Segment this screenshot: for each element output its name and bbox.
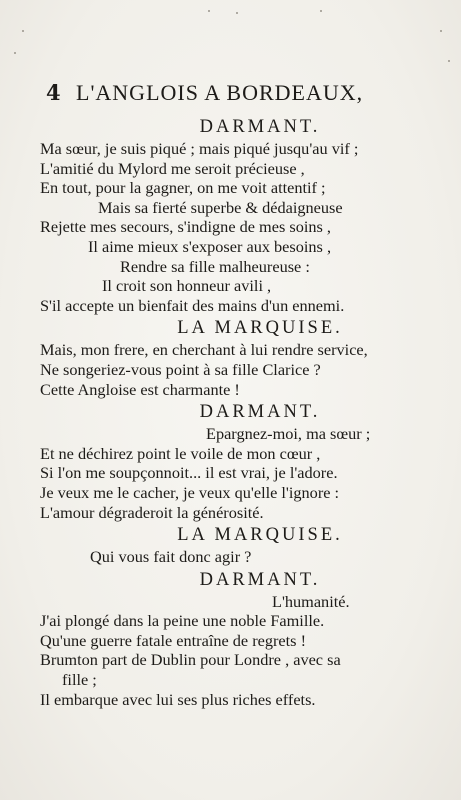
verse-line: Rendre sa fille malheureuse :	[120, 256, 310, 276]
verse-line: Qu'une guerre fatale entraîne de regrets !	[40, 630, 307, 650]
verse-line: Il croit son honneur avili ,	[102, 276, 272, 296]
paper-speck	[208, 10, 210, 12]
verse-line: Qui vous fait donc agir ?	[90, 547, 252, 567]
speaker-name: DARMANT.	[199, 569, 321, 590]
speaker-name: DARMANT.	[199, 117, 321, 137]
play-text	[40, 114, 450, 709]
verse-line: Brumton part de Dublin pour Londre , avec sa	[40, 650, 341, 670]
verse-line: Epargnez-moi, ma sœur ;	[206, 424, 371, 444]
verse-line: Il aime mieux s'exposer aux besoins ,	[88, 236, 332, 256]
paper-speck	[14, 52, 16, 54]
verse-line: L'amour dégraderoit la générosité.	[40, 502, 264, 522]
speaker-name: DARMANT.	[199, 402, 321, 423]
paper-speck	[22, 30, 24, 32]
verse-line: L'humanité.	[272, 591, 350, 611]
verse-line: Cette Angloise est charmante !	[40, 379, 240, 399]
verse-line: Il embarque avec lui ses plus riches effets.	[40, 689, 316, 709]
verse-line: L'amitié du Mylord me seroit précieuse ,	[40, 158, 305, 178]
verse-line: J'ai plongé dans la peine une noble Famille.	[40, 611, 325, 631]
paper-speck	[448, 60, 450, 62]
verse-line: Ne songeriez-vous point à sa fille Clarice ?	[40, 359, 321, 379]
paper-speck	[320, 10, 322, 12]
verse-line: Mais, mon frere, en cherchant à lui rendre service,	[40, 340, 368, 360]
verse-line: Rejette mes secours, s'indigne de mes soins ,	[40, 217, 331, 237]
paper-speck	[440, 30, 442, 32]
verse-line: En tout, pour la gagner, on me voit attentif ;	[40, 178, 326, 198]
verse-line: Et ne déchirez point le voile de mon cœur ,	[40, 443, 321, 463]
paper-speck	[236, 12, 238, 14]
running-title: L'ANGLOIS A BORDEAUX,	[76, 80, 364, 105]
verse-line: Si l'on me soupçonnoit... il est vrai, je l'adore.	[40, 463, 338, 483]
verse-line: fille ;	[62, 670, 97, 690]
speaker-name: LA MARQUISE.	[177, 525, 343, 546]
speaker-name: LA MARQUISE.	[177, 318, 343, 339]
page-header	[46, 80, 436, 108]
page-number: 4	[46, 80, 61, 105]
verse-line: Ma sœur, je suis piqué ; mais piqué jusqu'au vif ;	[40, 139, 359, 158]
verse-line: Je veux me le cacher, je veux qu'elle l'ignore :	[40, 482, 340, 502]
verse-line: S'il accepte un bienfait des mains d'un ennemi.	[40, 295, 345, 315]
verse-line: Mais sa fierté superbe & dédaigneuse	[98, 197, 343, 217]
